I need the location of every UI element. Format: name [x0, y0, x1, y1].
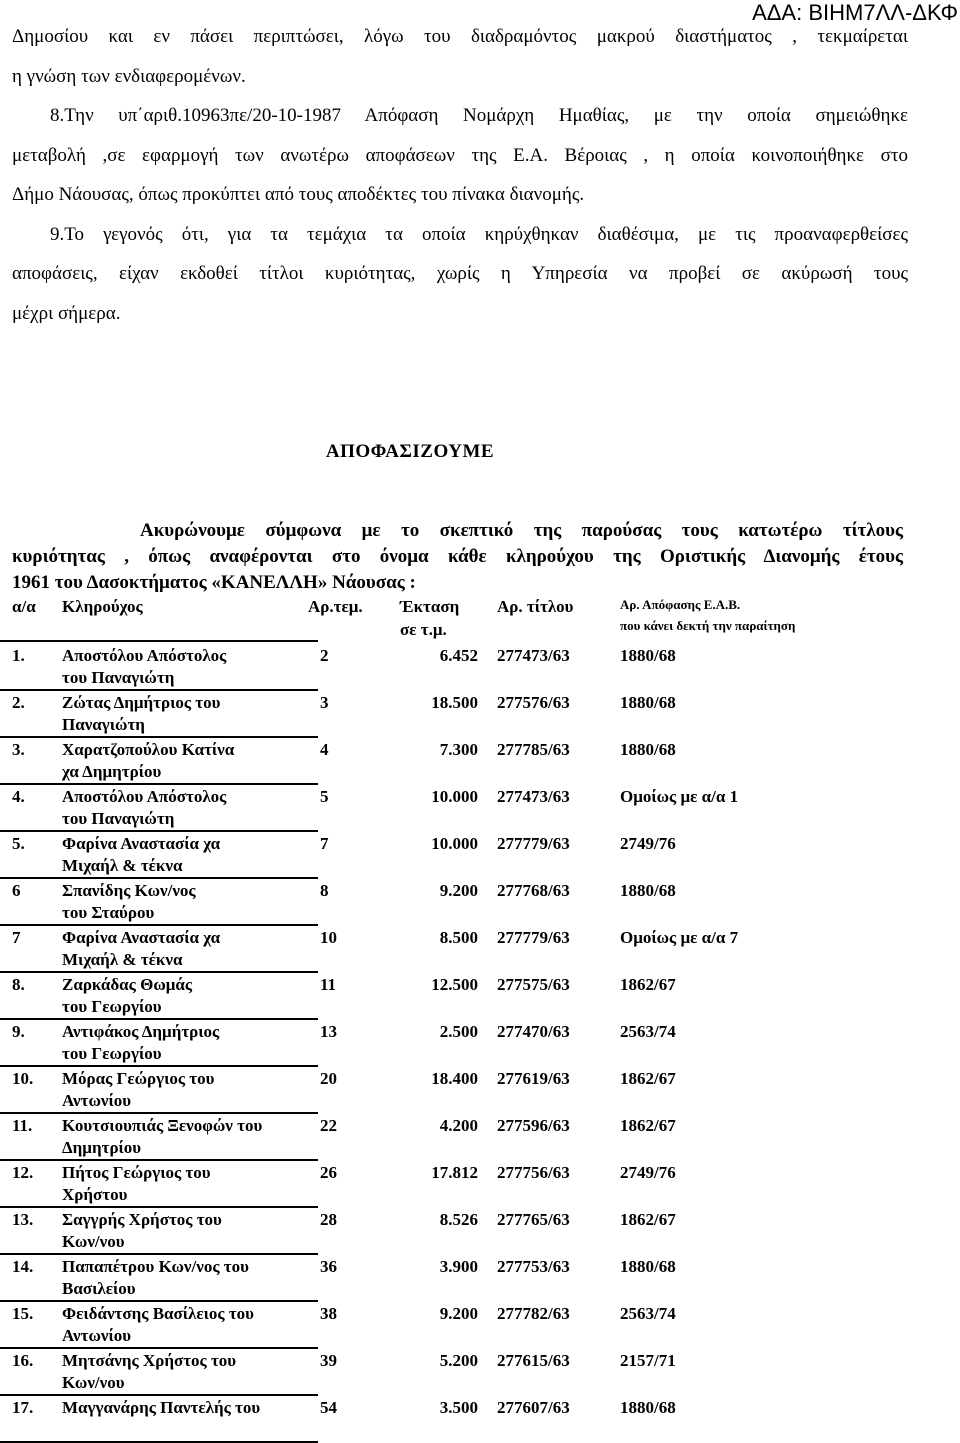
cell-aa: 6	[12, 881, 21, 900]
cell-plot: 8	[320, 881, 329, 900]
cell-decision: 2157/71	[620, 1351, 676, 1370]
cell-aa: 15.	[12, 1304, 34, 1323]
cell-title: 277576/63	[497, 693, 570, 712]
cell-area: 5.200	[439, 1351, 478, 1370]
cell-plot: 20	[320, 1069, 337, 1088]
cell-area: 10.000	[431, 787, 478, 806]
cell-name-2: χα Δημητρίου	[62, 762, 162, 781]
cell-name-2: Αντωνίου	[62, 1326, 132, 1345]
cell-name-1: Ζαρκάδας Θωμάς	[62, 975, 193, 994]
cell-name-1: Φαρίνα Αναστασία χα	[62, 834, 221, 853]
cell-name-2: του Παναγιώτη	[62, 809, 175, 828]
body-line-6: 9.Το γεγονός ότι, για τα τεμάχια τα οποία κηρύχθηκαν διαθέσιμα, με τις προαναφερθείσες	[50, 224, 908, 245]
cell-area: 3.900	[439, 1257, 478, 1276]
header-name: Κληρούχος	[62, 597, 143, 616]
body-line-7: αποφάσεις, είχαν εκδοθεί τίτλοι κυριότητας, χωρίς η Υπηρεσία να προβεί σε ακύρωσή τους	[12, 263, 908, 284]
cell-name-2: Παναγιώτη	[62, 715, 145, 734]
cell-name-1: Φαρίνα Αναστασία χα	[62, 928, 221, 947]
cell-area: 7.300	[439, 740, 478, 759]
cell-aa: 2.	[12, 693, 25, 712]
row-rule	[0, 689, 318, 691]
cell-decision: 1880/68	[620, 646, 676, 665]
header-area-1: Έκταση	[400, 597, 460, 616]
cell-name-2: του Σταύρου	[62, 903, 155, 922]
cell-title: 277768/63	[497, 881, 570, 900]
row-rule	[0, 1112, 318, 1114]
cell-name-1: Πήτος Γεώργιος του	[62, 1163, 211, 1182]
cell-plot: 3	[320, 693, 329, 712]
cell-decision: Ομοίως με α/α 7	[620, 928, 739, 947]
cell-aa: 16.	[12, 1351, 34, 1370]
cell-name-2: Κων/νου	[62, 1232, 125, 1251]
cell-title: 277782/63	[497, 1304, 570, 1323]
cell-aa: 4.	[12, 787, 25, 806]
cell-plot: 39	[320, 1351, 337, 1370]
cell-name-2: Χρήστου	[62, 1185, 128, 1204]
cell-area: 8.500	[439, 928, 478, 947]
cell-name-1: Κουτσιουπιάς Ξενοφών του	[62, 1116, 263, 1135]
cell-aa: 5.	[12, 834, 25, 853]
ada-code: ΑΔΑ: ΒΙΗΜ7ΛΛ-ΔΚΦ	[752, 0, 958, 25]
row-rule	[0, 1300, 318, 1302]
cell-plot: 7	[320, 834, 329, 853]
body-line-3: 8.Την υπ΄αριθ.10963πε/20-10-1987 Απόφαση Νομάρχη Ημαθίας, με την οποία σημειώθηκε	[50, 105, 908, 126]
cell-decision: 2563/74	[620, 1022, 676, 1041]
cell-name-2: Κων/νου	[62, 1373, 125, 1392]
cell-aa: 17.	[12, 1398, 34, 1417]
cell-decision: 1880/68	[620, 740, 676, 759]
cell-aa: 9.	[12, 1022, 25, 1041]
cell-title: 277619/63	[497, 1069, 570, 1088]
cell-decision: 1862/67	[620, 1210, 676, 1229]
row-rule	[0, 1253, 318, 1255]
intro-line-2: κυριότητας , όπως αναφέρονται στο όνομα κάθε κληρούχου της Οριστικής Διανομής έτους	[12, 546, 903, 567]
cell-plot: 36	[320, 1257, 337, 1276]
body-line-1: Δημοσίου και εν πάσει περιπτώσει, λόγω του διαδραμόντος μακρού διαστήματος , τεκμαίρεται	[12, 26, 908, 47]
cell-name-1: Χαρατζοπούλου Κατίνα	[62, 740, 235, 759]
cell-title: 277607/63	[497, 1398, 570, 1417]
cell-title: 277596/63	[497, 1116, 570, 1135]
decision-heading: ΑΠΟΦΑΣΙΖΟΥΜΕ	[325, 441, 495, 462]
cell-name-2: του Γεωργίου	[62, 997, 162, 1016]
cell-plot: 22	[320, 1116, 337, 1135]
cell-name-2: του Παναγιώτη	[62, 668, 175, 687]
header-plot: Αρ.τεμ.	[308, 597, 363, 616]
row-rule	[0, 1206, 318, 1208]
body-line-2: η γνώση των ενδιαφερομένων.	[12, 66, 246, 87]
cell-name-2: Βασιλείου	[62, 1279, 136, 1298]
cell-area: 12.500	[431, 975, 478, 994]
cell-plot: 5	[320, 787, 329, 806]
cell-name-1: Παπαπέτρου Κων/νος του	[62, 1257, 249, 1276]
cell-name-1: Φειδάντσης Βασίλειος του	[62, 1304, 255, 1323]
cell-decision: 1862/67	[620, 975, 676, 994]
cell-title: 277473/63	[497, 787, 570, 806]
cell-aa: 7	[12, 928, 21, 947]
body-line-4: μεταβολή ,σε εφαρμογή των ανωτέρω αποφάσεων της Ε.Α. Βέροιας , η οποία κοινοποιήθηκε στο	[12, 145, 908, 166]
cell-title: 277779/63	[497, 928, 570, 947]
row-rule	[0, 971, 318, 973]
cell-name-2: Μιχαήλ & τέκνα	[62, 950, 183, 969]
cell-name-2: Μιχαήλ & τέκνα	[62, 856, 183, 875]
intro-line-1: Ακυρώνουμε σύμφωνα με το σκεπτικό της παρούσας τους κατωτέρω τίτλους	[140, 520, 903, 541]
cell-title: 277756/63	[497, 1163, 570, 1182]
cell-plot: 2	[320, 646, 329, 665]
cell-aa: 10.	[12, 1069, 34, 1088]
cell-aa: 1.	[12, 646, 25, 665]
cell-name-1: Ζώτας Δημήτριος του	[62, 693, 221, 712]
cell-name-2: Δημητρίου	[62, 1138, 142, 1157]
cell-plot: 26	[320, 1163, 337, 1182]
cell-name-1: Σαγγρής Χρήστος του	[62, 1210, 222, 1229]
cell-name-2: Αντωνίου	[62, 1091, 132, 1110]
row-rule	[0, 1159, 318, 1161]
row-rule	[0, 1347, 318, 1349]
cell-decision: 1880/68	[620, 881, 676, 900]
cell-decision: Ομοίως με α/α 1	[620, 787, 739, 806]
cell-plot: 13	[320, 1022, 337, 1041]
cell-aa: 8.	[12, 975, 25, 994]
body-line-5: Δήμο Νάουσας, όπως προκύπτει από τους αποδέκτες του πίνακα διανομής.	[12, 184, 585, 205]
header-decision-1: Αρ. Απόφασης Ε.Α.Β.	[620, 597, 741, 612]
cell-area: 6.452	[439, 646, 478, 665]
row-rule	[0, 783, 318, 785]
cell-aa: 11.	[12, 1116, 33, 1135]
cell-name-1: Μαγγανάρης Παντελής του	[62, 1398, 261, 1417]
row-rule	[0, 1394, 318, 1396]
cell-decision: 2749/76	[620, 834, 676, 853]
cell-area: 10.000	[431, 834, 478, 853]
cell-name-1: Σπανίδης Κων/νος	[62, 881, 196, 900]
cell-name-1: Αντιφάκος Δημήτριος	[62, 1022, 220, 1041]
cell-name-1: Αποστόλου Απόστολος	[62, 646, 227, 665]
cell-area: 17.812	[431, 1163, 478, 1182]
cell-decision: 1880/68	[620, 1398, 676, 1417]
row-rule	[0, 736, 318, 738]
cell-area: 18.500	[431, 693, 478, 712]
cell-title: 277779/63	[497, 834, 570, 853]
header-rule	[0, 640, 318, 642]
cell-title: 277575/63	[497, 975, 570, 994]
cell-area: 9.200	[439, 881, 478, 900]
cell-aa: 3.	[12, 740, 25, 759]
cell-area: 8.526	[439, 1210, 478, 1229]
cell-area: 9.200	[439, 1304, 478, 1323]
cell-decision: 2563/74	[620, 1304, 676, 1323]
cell-title: 277765/63	[497, 1210, 570, 1229]
row-rule	[0, 1065, 318, 1067]
header-title: Αρ. τίτλου	[497, 597, 574, 616]
row-rule	[0, 1018, 318, 1020]
cell-name-1: Μόρας Γεώργιος του	[62, 1069, 215, 1088]
cell-title: 277473/63	[497, 646, 570, 665]
row-rule	[0, 924, 318, 926]
header-aa: α/α	[12, 597, 36, 616]
cell-plot: 28	[320, 1210, 337, 1229]
cell-decision: 2749/76	[620, 1163, 676, 1182]
cell-area: 2.500	[439, 1022, 478, 1041]
cell-title: 277785/63	[497, 740, 570, 759]
cell-name-1: Μητσάνης Χρήστος του	[62, 1351, 237, 1370]
header-decision-2: που κάνει δεκτή την παραίτηση	[620, 618, 796, 633]
body-line-8: μέχρι σήμερα.	[12, 303, 121, 324]
cell-title: 277470/63	[497, 1022, 570, 1041]
cell-aa: 14.	[12, 1257, 34, 1276]
cell-decision: 1880/68	[620, 1257, 676, 1276]
row-rule	[0, 830, 318, 832]
intro-line-3: 1961 του Δασοκτήματος «ΚΑΝΕΛΛΗ» Νάουσας :	[12, 572, 416, 593]
row-rule	[0, 877, 318, 879]
cell-plot: 11	[320, 975, 337, 994]
cell-plot: 54	[320, 1398, 337, 1417]
cell-area: 4.200	[439, 1116, 478, 1135]
header-area-2: σε τ.μ.	[400, 620, 447, 639]
cell-plot: 10	[320, 928, 337, 947]
cell-plot: 4	[320, 740, 329, 759]
cell-decision: 1862/67	[620, 1116, 676, 1135]
cell-area: 18.400	[431, 1069, 478, 1088]
cell-aa: 12.	[12, 1163, 34, 1182]
cell-name-1: Αποστόλου Απόστολος	[62, 787, 227, 806]
cell-plot: 38	[320, 1304, 337, 1323]
cell-aa: 13.	[12, 1210, 34, 1229]
cell-title: 277753/63	[497, 1257, 570, 1276]
cell-title: 277615/63	[497, 1351, 570, 1370]
cell-decision: 1880/68	[620, 693, 676, 712]
cell-decision: 1862/67	[620, 1069, 676, 1088]
cell-area: 3.500	[439, 1398, 478, 1417]
cell-name-2: του Γεωργίου	[62, 1044, 162, 1063]
